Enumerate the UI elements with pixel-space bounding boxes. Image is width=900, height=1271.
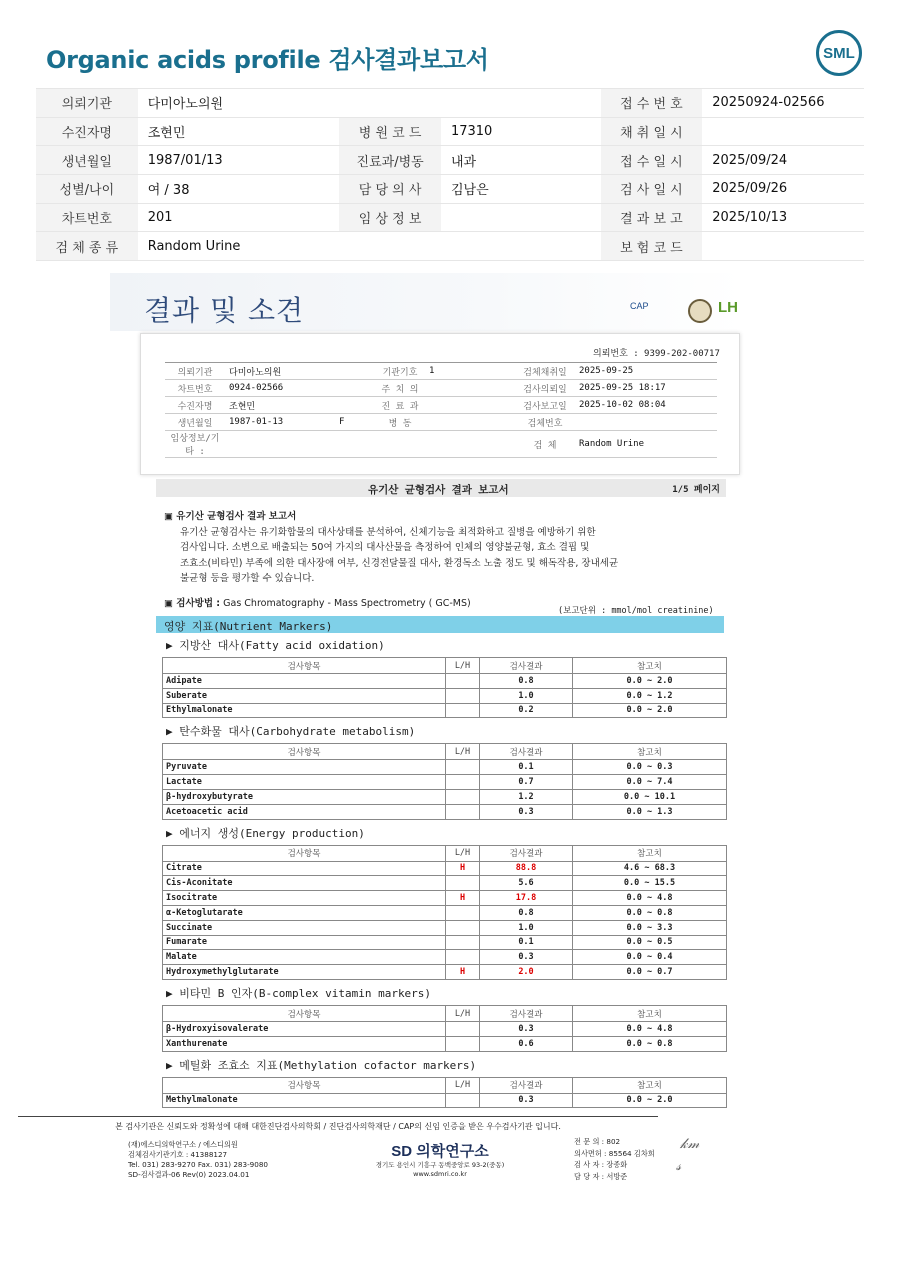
brand-url: www.sdmri.co.kr (413, 1170, 467, 1178)
info-label (339, 89, 441, 118)
result-value: 1.0 (480, 688, 573, 703)
info-value: 1987/01/13 (138, 146, 340, 175)
table-row (163, 804, 727, 819)
inner-value (425, 380, 515, 397)
intro-line: 조효소(비타민) 부족에 의한 대사장애 여부, 신경전달물질 대사, 환경독소 노출 정도 및 해독작용, 장내세균 (180, 557, 619, 569)
section-title: ▶ 탄수화물 대사(Carbohydrate metabolism) (166, 725, 416, 739)
intro-line: 유기산 균형검사는 유기화합물의 대사상태를 분석하여, 신체기능을 최적화하고 질병을 예방하기 위한 (180, 526, 596, 538)
lh-flag (446, 804, 480, 819)
result-table (162, 743, 727, 819)
table-row (163, 1022, 727, 1037)
result-value: 0.1 (480, 760, 573, 775)
inner-value: 2025-10-02 08:04 (575, 397, 717, 414)
info-label: 병 원 코 드 (339, 117, 441, 146)
result-table (162, 845, 727, 980)
info-value: 2025/09/24 (702, 146, 864, 175)
analyte-name: Lactate (163, 775, 446, 790)
inner-label: 검사의뢰일 (515, 380, 575, 397)
table-row (163, 935, 727, 950)
info-value: 2025/09/26 (702, 175, 864, 204)
inner-row (165, 414, 717, 431)
info-label: 성별/나이 (36, 175, 138, 204)
footer-line: (재)에스디의학연구소 / 에스디의원 (128, 1140, 238, 1149)
result-value: 0.8 (480, 674, 573, 689)
signature: 𝓈 (676, 1158, 682, 1174)
lh-flag (446, 674, 480, 689)
lh-flag (446, 920, 480, 935)
inner-value: 조현민 (225, 397, 335, 414)
column-header: 검사결과 (480, 1077, 573, 1093)
inner-value (335, 397, 375, 414)
inner-value: 다미아노의원 (225, 363, 335, 380)
lh-flag (446, 760, 480, 775)
analyte-name: Isocitrate (163, 891, 446, 906)
reference-range: 0.0 ~ 4.8 (573, 1022, 727, 1037)
reference-range: 0.0 ~ 0.8 (573, 905, 727, 920)
scanned-report (110, 273, 743, 1113)
brand-address: 경기도 용인시 기흥구 동백중앙로 93-2(중동) (375, 1161, 505, 1169)
info-row (36, 203, 864, 232)
signature: 𝓀𝓂 (680, 1136, 700, 1152)
page-title: Organic acids profile 검사결과보고서 (46, 46, 489, 74)
intro-heading: ▣ 유기산 균형검사 결과 보고서 (164, 511, 297, 522)
analyte-name: Ethylmalonate (163, 703, 446, 718)
result-table (162, 1077, 727, 1109)
info-value: 김남은 (441, 175, 601, 204)
info-label: 차트번호 (36, 203, 138, 232)
inner-label: 검체채취일 (515, 363, 575, 380)
info-row (36, 175, 864, 204)
info-value (441, 232, 601, 261)
info-label: 수진자명 (36, 117, 138, 146)
lh-flag (446, 789, 480, 804)
info-label: 검 사 일 시 (601, 175, 703, 204)
reference-range: 0.0 ~ 10.1 (573, 789, 727, 804)
column-header: 검사항목 (163, 845, 446, 861)
lh-flag (446, 703, 480, 718)
info-label: 담 당 의 사 (339, 175, 441, 204)
info-label: 의뢰기관 (36, 89, 138, 118)
reference-range: 0.0 ~ 0.3 (573, 760, 727, 775)
inner-label: 주 치 의 (375, 380, 425, 397)
result-value: 88.8 (480, 861, 573, 876)
analyte-name: β-Hydroxyisovalerate (163, 1022, 446, 1037)
lh-flag (446, 950, 480, 965)
table-row (163, 920, 727, 935)
report-bar (156, 479, 726, 497)
result-value: 0.3 (480, 950, 573, 965)
column-header: L/H (446, 845, 480, 861)
column-header: 검사항목 (163, 1006, 446, 1022)
info-value (441, 203, 601, 232)
lh-flag (446, 1022, 480, 1037)
lh-logo: LH (718, 299, 738, 316)
inner-info-table (165, 362, 717, 458)
inner-label: 의뢰기관 (165, 363, 225, 380)
column-header: 참고치 (573, 658, 727, 674)
footer-line: 전 문 의 : 802 (574, 1137, 621, 1146)
scan-title: 결과 및 소견 (144, 294, 305, 327)
result-table (162, 657, 727, 718)
inner-value (575, 414, 717, 431)
footer-brand (370, 1140, 510, 1179)
analyte-name: α-Ketoglutarate (163, 905, 446, 920)
table-row (163, 703, 727, 718)
analyte-name: Adipate (163, 674, 446, 689)
info-label: 임 상 정 보 (339, 203, 441, 232)
footer-line: 의사면허 : 85564 김차희 (574, 1148, 655, 1158)
inner-label: 검사보고일 (515, 397, 575, 414)
info-row (36, 146, 864, 175)
result-value: 0.3 (480, 804, 573, 819)
table-row (163, 905, 727, 920)
info-value (441, 89, 601, 118)
section-title: ▶ 비타민 B 인자(B-complex vitamin markers) (166, 987, 432, 1000)
info-label: 접 수 번 호 (601, 89, 703, 118)
result-value: 0.2 (480, 703, 573, 718)
reference-range: 0.0 ~ 2.0 (573, 674, 727, 689)
reference-range: 0.0 ~ 0.7 (573, 965, 727, 980)
section-title: ▶ 메틸화 조효소 지표(Methylation cofactor markers) (166, 1058, 477, 1072)
table-row (163, 1036, 727, 1051)
inner-value (335, 380, 375, 397)
analyte-name: Xanthurenate (163, 1036, 446, 1051)
inner-value: Random Urine (575, 431, 717, 458)
intro-text (164, 509, 724, 587)
result-value: 17.8 (480, 891, 573, 906)
analyte-name: Cis-Aconitate (163, 876, 446, 891)
lh-flag (446, 905, 480, 920)
reference-range: 0.0 ~ 2.0 (573, 703, 727, 718)
column-header: 참고치 (573, 744, 727, 760)
reference-range: 0.0 ~ 7.4 (573, 775, 727, 790)
analyte-name: Acetoacetic acid (163, 804, 446, 819)
column-header: 검사결과 (480, 658, 573, 674)
table-row (163, 861, 727, 876)
request-number: 의뢰번호 : 9399-202-00717 (593, 349, 720, 359)
inner-value (335, 363, 375, 380)
table-header (163, 658, 727, 674)
report-bar-title: 유기산 균형검사 결과 보고서 (368, 484, 509, 496)
inner-label: 검체번호 (515, 414, 575, 431)
inner-label: 차트번호 (165, 380, 225, 397)
reference-range: 0.0 ~ 3.3 (573, 920, 727, 935)
reference-range: 0.0 ~ 0.4 (573, 950, 727, 965)
table-header (163, 1006, 727, 1022)
analyte-name: Suberate (163, 688, 446, 703)
inner-value (225, 431, 335, 458)
result-value: 0.7 (480, 775, 573, 790)
footer-line: 검체검사기관기호 : 41388127 (128, 1150, 228, 1159)
column-header: L/H (446, 658, 480, 674)
inner-label: 생년월일 (165, 414, 225, 431)
nutrient-markers-bar: 영양 지표(Nutrient Markers) (156, 616, 724, 633)
info-value: Random Urine (138, 232, 340, 261)
info-value: 20250924-02566 (702, 89, 864, 118)
lh-flag: H (446, 861, 480, 876)
footer-line: SD-검사결과-06 Rev(0) 2023.04.01 (128, 1170, 250, 1179)
analyte-name: Malate (163, 950, 446, 965)
table-row (163, 789, 727, 804)
footer-line: Tel. 031) 283-9270 Fax. 031) 283-9080 (128, 1160, 268, 1169)
info-value: 내과 (441, 146, 601, 175)
footer-note: 본 검사기관은 신뢰도와 정확성에 대해 대한진단검사의학회 / 진단검사의학재단 / CAP의 신임 인증을 받은 우수검사기관 입니다. (18, 1116, 658, 1132)
table-header (163, 744, 727, 760)
reference-range: 0.0 ~ 15.5 (573, 876, 727, 891)
table-row (163, 674, 727, 689)
sml-logo: SML (816, 30, 862, 76)
table-row (163, 965, 727, 980)
analyte-name: Fumarate (163, 935, 446, 950)
brand-name: SD 의학연구소 (391, 1143, 489, 1160)
inner-label: 진 료 과 (375, 397, 425, 414)
column-header: 참고치 (573, 845, 727, 861)
info-value: 17310 (441, 117, 601, 146)
inner-row (165, 380, 717, 397)
column-header: L/H (446, 1077, 480, 1093)
lh-flag: H (446, 891, 480, 906)
info-value: 2025/10/13 (702, 203, 864, 232)
info-row (36, 232, 864, 261)
table-row (163, 775, 727, 790)
result-table (162, 1005, 727, 1052)
column-header: 검사항목 (163, 744, 446, 760)
lh-flag: H (446, 965, 480, 980)
info-row (36, 117, 864, 146)
info-label (339, 232, 441, 261)
table-row (163, 876, 727, 891)
info-value: 다미아노의원 (138, 89, 340, 118)
inner-value (425, 431, 515, 458)
reference-range: 0.0 ~ 1.3 (573, 804, 727, 819)
table-row (163, 1093, 727, 1108)
inner-label: 병 동 (375, 414, 425, 431)
inner-value: F (335, 414, 375, 431)
result-value: 0.6 (480, 1036, 573, 1051)
inner-value: 2025-09-25 (575, 363, 717, 380)
intro-line: 검사입니다. 소변으로 배출되는 50여 가지의 대사산물을 측정하여 인체의 영양불균형, 효소 결핍 및 (180, 542, 590, 553)
analyte-name: Methylmalonate (163, 1093, 446, 1108)
info-value (702, 117, 864, 146)
inner-value: 1987-01-13 (225, 414, 335, 431)
section-title: ▶ 에너지 생성(Energy production) (166, 826, 365, 840)
unit-note: (보고단위 : mmol/mol creatinine) (558, 606, 714, 616)
inner-value (335, 431, 375, 458)
column-header: 검사항목 (163, 1077, 446, 1093)
method-value: Gas Chromatography - Mass Spectrometry ( GC-MS) (223, 598, 471, 609)
reference-range: 0.0 ~ 1.2 (573, 688, 727, 703)
intro-line: 불균형 등을 평가할 수 있습니다. (180, 573, 315, 584)
analyte-name: β-hydroxybutyrate (163, 789, 446, 804)
reference-range: 4.6 ~ 68.3 (573, 861, 727, 876)
inner-value: 0924-02566 (225, 380, 335, 397)
column-header: 검사결과 (480, 845, 573, 861)
inner-value: 1 (425, 363, 515, 380)
result-value: 2.0 (480, 965, 573, 980)
analyte-name: Citrate (163, 861, 446, 876)
inner-row (165, 397, 717, 414)
info-label: 보 험 코 드 (601, 232, 703, 261)
inner-row (165, 431, 717, 458)
column-header: 검사결과 (480, 744, 573, 760)
intro-body (164, 525, 724, 587)
footer-line: 검 사 자 : 장종화 (574, 1160, 628, 1169)
footer-line: 담 당 자 : 서방준 (574, 1171, 628, 1181)
column-header: 검사항목 (163, 658, 446, 674)
table-row (163, 688, 727, 703)
result-value: 1.2 (480, 789, 573, 804)
footer-lab-info (128, 1140, 268, 1180)
info-label: 생년월일 (36, 146, 138, 175)
page-indicator: 1/5 페이지 (672, 485, 720, 495)
section-title: ▶ 지방산 대사(Fatty acid oxidation) (166, 639, 385, 652)
table-header (163, 845, 727, 861)
result-value: 0.3 (480, 1093, 573, 1108)
reference-range: 0.0 ~ 0.5 (573, 935, 727, 950)
table-row (163, 950, 727, 965)
inner-value: 2025-09-25 18:17 (575, 380, 717, 397)
patient-info-table (36, 88, 864, 261)
info-value (702, 232, 864, 261)
inner-label: 수진자명 (165, 397, 225, 414)
inner-value (425, 397, 515, 414)
inner-info-box (140, 333, 740, 475)
info-label: 접 수 일 시 (601, 146, 703, 175)
inner-value (425, 414, 515, 431)
info-value: 여 / 38 (138, 175, 340, 204)
info-value: 조현민 (138, 117, 340, 146)
cap-logo: CAP (630, 301, 649, 311)
lh-flag (446, 876, 480, 891)
inner-label: 검 체 (515, 431, 575, 458)
analyte-name: Succinate (163, 920, 446, 935)
info-label: 검 체 종 류 (36, 232, 138, 261)
result-value: 5.6 (480, 876, 573, 891)
analyte-name: Hydroxymethylglutarate (163, 965, 446, 980)
analyte-name: Pyruvate (163, 760, 446, 775)
table-header (163, 1077, 727, 1093)
reference-range: 0.0 ~ 2.0 (573, 1093, 727, 1108)
lh-flag (446, 935, 480, 950)
info-label: 진료과/병동 (339, 146, 441, 175)
reference-range: 0.0 ~ 0.8 (573, 1036, 727, 1051)
result-value: 0.3 (480, 1022, 573, 1037)
method-label: ▣ 검사방법 : (164, 598, 221, 609)
column-header: L/H (446, 744, 480, 760)
footer-signers (574, 1136, 655, 1182)
lh-flag (446, 1036, 480, 1051)
seal-logo (688, 299, 712, 323)
info-label: 결 과 보 고 (601, 203, 703, 232)
lh-flag (446, 775, 480, 790)
info-row (36, 89, 864, 118)
column-header: 검사결과 (480, 1006, 573, 1022)
inner-label: 임상정보/기타 : (165, 431, 225, 458)
lh-flag (446, 1093, 480, 1108)
inner-row (165, 363, 717, 380)
inner-label: 기관기호 (375, 363, 425, 380)
method-line (164, 595, 471, 609)
table-row (163, 891, 727, 906)
info-value: 201 (138, 203, 340, 232)
column-header: 참고치 (573, 1006, 727, 1022)
column-header: L/H (446, 1006, 480, 1022)
info-label: 채 취 일 시 (601, 117, 703, 146)
result-value: 0.8 (480, 905, 573, 920)
reference-range: 0.0 ~ 4.8 (573, 891, 727, 906)
inner-label (375, 431, 425, 458)
table-row (163, 760, 727, 775)
lh-flag (446, 688, 480, 703)
column-header: 참고치 (573, 1077, 727, 1093)
result-value: 1.0 (480, 920, 573, 935)
result-value: 0.1 (480, 935, 573, 950)
